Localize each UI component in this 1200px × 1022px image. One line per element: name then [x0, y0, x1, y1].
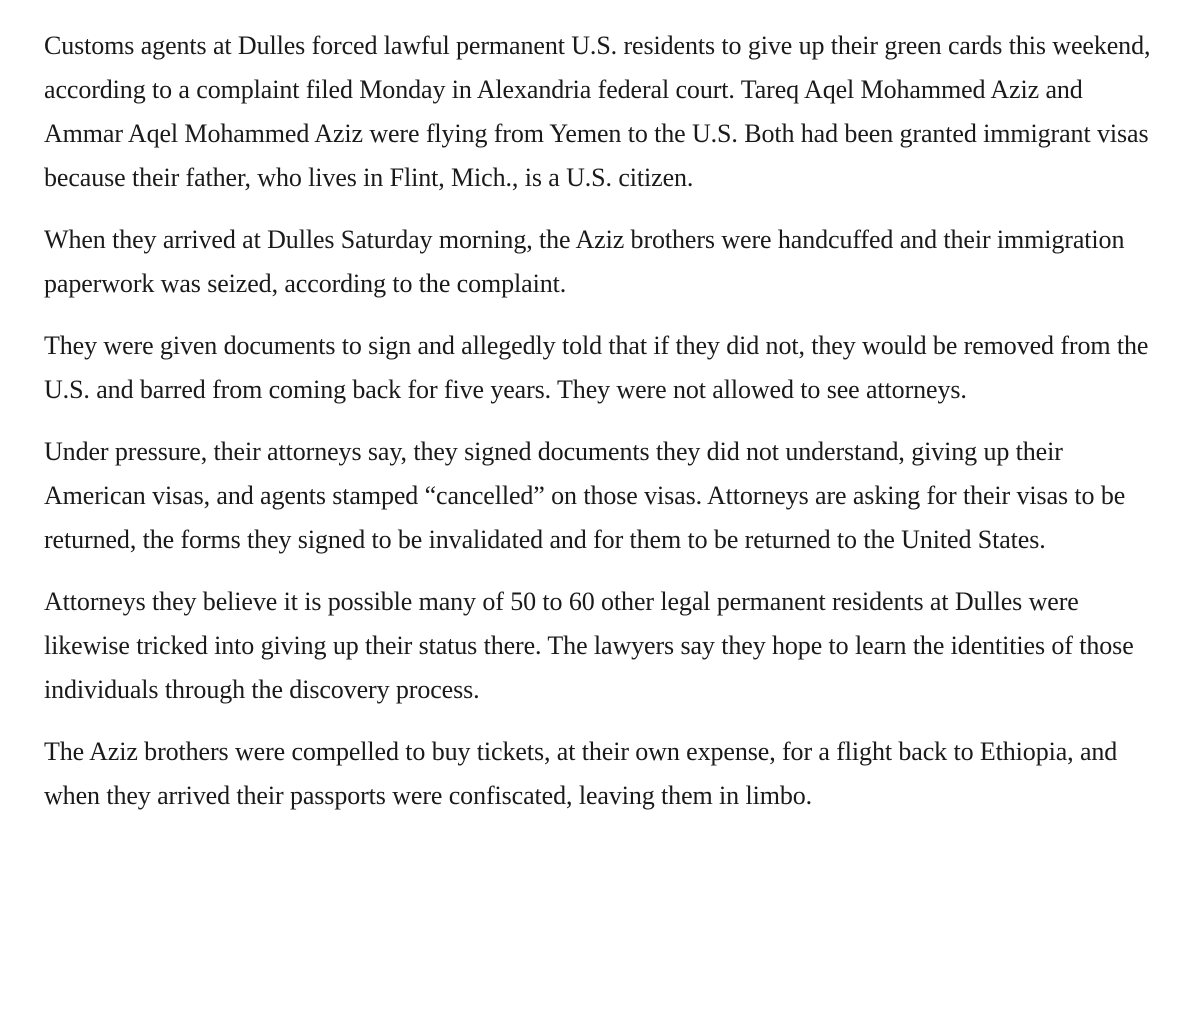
paragraph-2: When they arrived at Dulles Saturday morning, the Aziz brothers were handcuffed and their immigration paperwork was seized, according to the complaint. — [44, 225, 1125, 298]
paragraph-1: Customs agents at Dulles forced lawful permanent U.S. residents to give up their green cards this weekend, according to a complaint filed Monday in Alexandria federal court. Tareq Aqel Mohammed Aziz and Ammar Aqel Mohammed Aziz were flying from Yemen to the U.S. Both had been granted immigrant visas because their father, who lives in Flint, Mich., is a U.S. citizen. — [44, 31, 1151, 192]
paragraph-3: They were given documents to sign and allegedly told that if they did not, they would be removed from the U.S. and barred from coming back for five years. They were not allowed to see attorneys. — [44, 331, 1149, 404]
paragraph-5: Attorneys they believe it is possible many of 50 to 60 other legal permanent residents at Dulles were likewise tricked into giving up their status there. The lawyers say they hope to learn the identities of those individuals through the discovery process. — [44, 587, 1134, 704]
paragraph-6: The Aziz brothers were compelled to buy tickets, at their own expense, for a flight back to Ethiopia, and when they arrived their passports were confiscated, leaving them in limbo. — [44, 737, 1118, 810]
paragraph-4: Under pressure, their attorneys say, they signed documents they did not understand, giving up their American visas, and agents stamped “cancelled” on those visas. Attorneys are asking for their visas to be returned, the forms they signed to be invalidated and for them to be returned to the United States. — [44, 437, 1126, 554]
